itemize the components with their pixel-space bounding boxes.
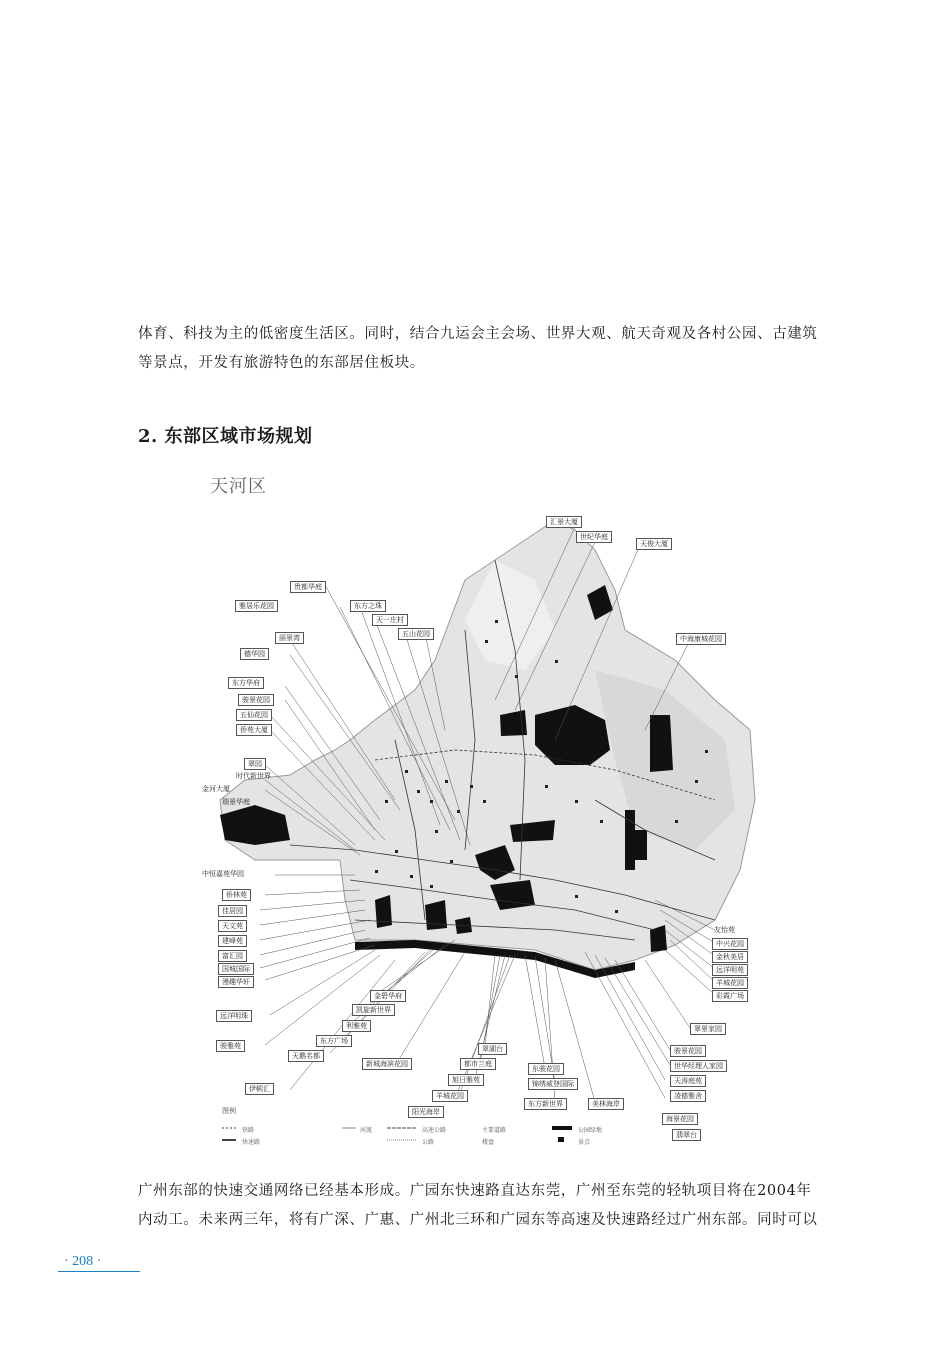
map-label: 彩霞广场: [712, 990, 748, 1002]
map-label: 伊顿汇: [245, 1083, 274, 1095]
map-label: 远洋明珠: [216, 1010, 252, 1022]
map-label: 时代新世界: [236, 772, 271, 780]
legend-symbols: [222, 1124, 722, 1146]
map-label: 世纪华庭: [576, 531, 612, 543]
legend-item: 公园绿地: [578, 1127, 603, 1134]
map-label: 翠景家园: [690, 1023, 726, 1035]
map-label: 天一庄村: [372, 614, 408, 626]
intro-paragraph: 体育、科技为主的低密度生活区。同时，结合九运会主会场、世界大观、航天奇观及各村公园、古建筑等景点，开发有旅游特色的东部居住板块。: [138, 326, 818, 371]
map-label: 佳居园: [218, 905, 247, 917]
legend-item: 河流: [360, 1127, 373, 1134]
map-label: 富汇园: [218, 950, 247, 962]
map-label: 友怡苑: [714, 926, 735, 934]
map-label: 金河大厦: [202, 785, 230, 793]
legend-item: 楼盘: [482, 1139, 495, 1146]
map-label: 羊城花园: [432, 1090, 468, 1102]
body-paragraph: 广州东部的快速交通网络已经基本形成。广园东快速路直达东莞，广州至东莞的轻轨项目将在2004年内动工。未来两三年，将有广深、广惠、广州北三环和广园东等高速及快速路经过广州东部。同时可以: [138, 1183, 818, 1228]
map-label: 中兴花园: [712, 938, 748, 950]
map-label: 骏雅苑: [216, 1040, 245, 1052]
map-label: 利雅苑: [342, 1020, 371, 1032]
map-label: 骏景花园: [670, 1045, 706, 1057]
map-label: 锦绣威登国际: [528, 1078, 578, 1090]
map-label: 翡翠台: [672, 1129, 701, 1141]
district-map: [195, 500, 775, 1100]
map-label: 世华经理人家园: [670, 1060, 727, 1072]
map-label: 建峰苑: [218, 935, 247, 947]
map-label: 五仙花园: [236, 709, 272, 721]
legend-item: 快速路: [242, 1139, 261, 1146]
map-label: 贵都华庭: [290, 581, 326, 593]
map-label: 瑞景华庭: [222, 798, 250, 806]
map-label: 德华园: [240, 648, 269, 660]
map-label: 五山花园: [398, 628, 434, 640]
map-label: 骏景花园: [238, 694, 274, 706]
map-label: 远洋明苑: [712, 964, 748, 976]
map-label: 东方广场: [316, 1035, 352, 1047]
map-legend: [222, 1124, 722, 1146]
legend-item: 景点: [578, 1139, 591, 1146]
map-parcel-ne: [650, 715, 673, 772]
map-label: 东骏花园: [528, 1063, 564, 1075]
map-label: 中恒嘉苑华园: [202, 870, 244, 878]
map-label: 羊城花园: [712, 977, 748, 989]
legend-item: 铁路: [242, 1127, 255, 1134]
section-heading: 2. 东部区域市场规划: [138, 426, 313, 447]
map-label: 东方华府: [228, 677, 264, 689]
page-number: · 208 ·: [58, 1253, 140, 1272]
legend-title: 图例: [222, 1107, 236, 1115]
map-label: 凌德雅舍: [670, 1090, 706, 1102]
map-label: 阳光海岸: [408, 1106, 444, 1118]
map-label: 翠湖台: [478, 1043, 507, 1055]
map-label: 中海康城花园: [676, 633, 726, 645]
map-label: 丽景湾: [275, 632, 304, 644]
map-label: 翠园: [244, 758, 266, 770]
map-label: 汇景大厦: [546, 516, 582, 528]
map-label: 海景花园: [662, 1113, 698, 1125]
map-label: 美林海岸: [588, 1098, 624, 1110]
map-label: 金碧华府: [370, 990, 406, 1002]
map-label: 国城国际: [218, 963, 254, 975]
map-label: 天文苑: [218, 920, 247, 932]
map-label: 金秋美居: [712, 951, 748, 963]
map-label: 侨苑大厦: [236, 724, 272, 736]
map-label: 凯旋新世界: [352, 1004, 395, 1016]
map-label: 天涛庭苑: [670, 1075, 706, 1087]
map-title: 天河区: [210, 476, 267, 497]
map-label: 东方新世界: [524, 1098, 567, 1110]
map-label: 旭日雅苑: [448, 1074, 484, 1086]
map-label: 都市兰庭: [460, 1058, 496, 1070]
map-label: 东方之珠: [350, 600, 386, 612]
legend-item: 高速公路: [422, 1127, 447, 1134]
map-label: 天俊大厦: [636, 538, 672, 550]
legend-item: 公路: [422, 1139, 435, 1146]
map-label: 漫趣华轩: [218, 976, 254, 988]
map-label: 雅居乐花园: [235, 600, 278, 612]
map-label: 侨林苑: [222, 889, 251, 901]
map-label: 天鹅名都: [288, 1050, 324, 1062]
legend-item: 主要道路: [482, 1127, 507, 1134]
map-label: 新城海滨花园: [362, 1058, 412, 1070]
